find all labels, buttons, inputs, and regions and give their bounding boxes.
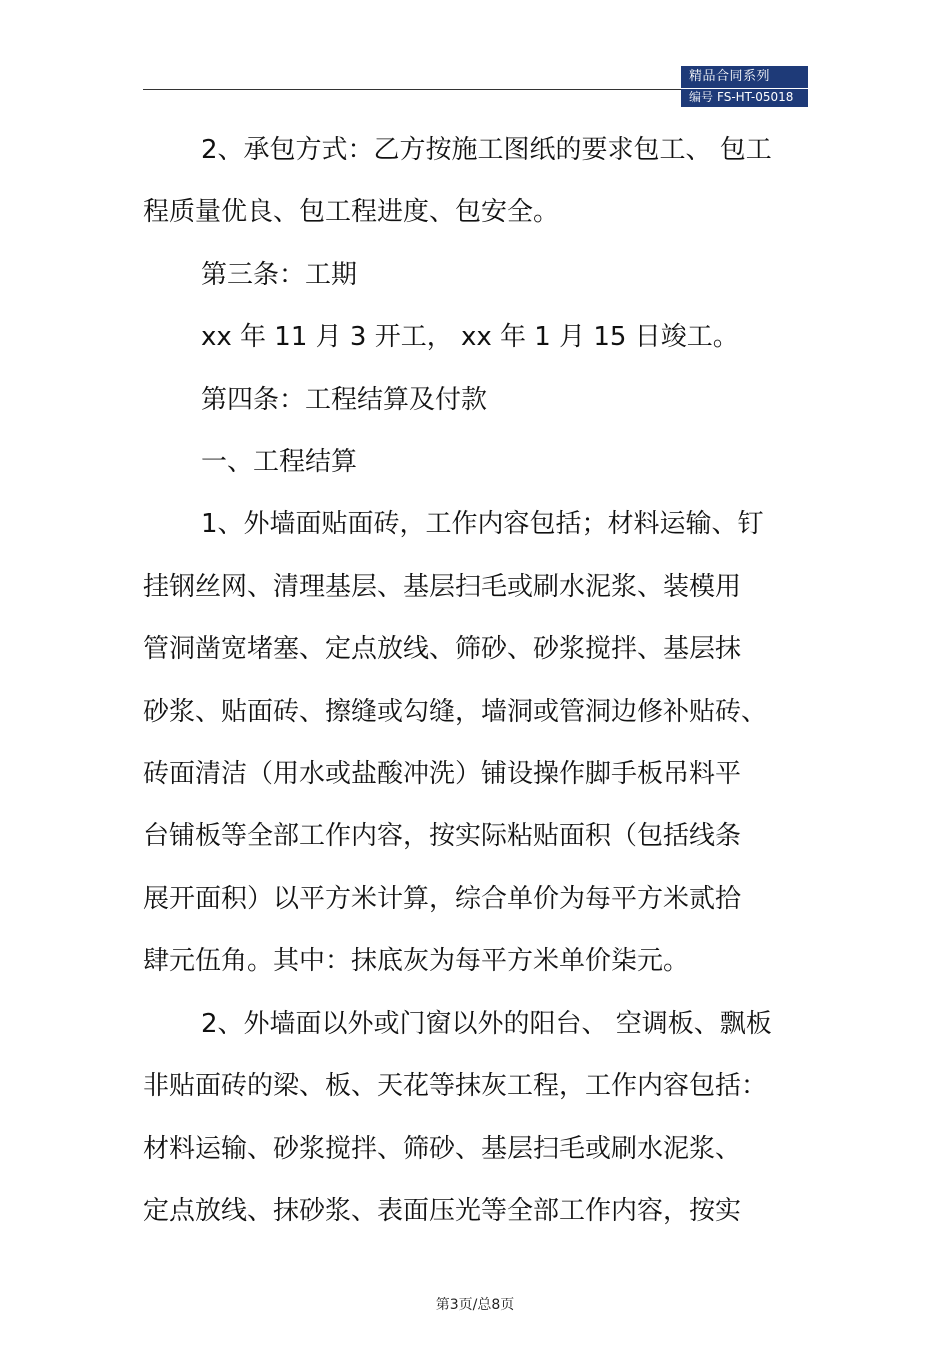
text-line: 程质量优良、包工程进度、包安全。 xyxy=(143,197,560,228)
subsection-heading: 一、工程结算 xyxy=(201,447,358,478)
text-line: 管洞凿宽堵塞、定点放线、筛砂、砂浆搅拌、基层抹 xyxy=(143,634,742,665)
text-line: 展开面积）以平方米计算，综合单价为每平方米贰拾 xyxy=(143,883,742,914)
code-label: 编号 xyxy=(689,90,714,104)
text-line: xx 年 11 月 3 开工， xx 年 1 月 15 日竣工。 xyxy=(201,322,739,353)
section-heading: 第三条：工期 xyxy=(201,259,358,290)
text-line: 1、外墙面贴面砖，工作内容包括；材料运输、钉 xyxy=(201,509,764,540)
series-label: 精品合同系列 xyxy=(689,69,771,84)
text-line: 砖面清洁（用水或盐酸冲洗）铺设操作脚手板吊料平 xyxy=(143,759,742,790)
text-line: 台铺板等全部工作内容，按实际粘贴面积（包括线条 xyxy=(143,821,742,852)
text-line: 砂浆、贴面砖、擦缝或勾缝，墙洞或管洞边修补贴砖、 xyxy=(143,696,768,727)
text-line: 定点放线、抹砂浆、表面压光等全部工作内容，按实 xyxy=(143,1195,742,1226)
series-badge xyxy=(681,66,808,107)
code-value: FS-HT-05018 xyxy=(717,90,794,104)
document-code xyxy=(689,91,793,103)
text-line: 材料运输、砂浆搅拌、筛砂、基层扫毛或刷水泥浆、 xyxy=(143,1133,742,1164)
badge-divider xyxy=(681,88,808,89)
page-number: 第3页/总8页 xyxy=(435,1297,515,1313)
text-line: 2、承包方式：乙方按施工图纸的要求包工、 包工 xyxy=(201,135,772,165)
document-body xyxy=(143,119,808,1242)
text-line: 2、外墙面以外或门窗以外的阳台、 空调板、飘板 xyxy=(201,1008,772,1039)
text-line: 挂钢丝网、清理基层、基层扫毛或刷水泥浆、装模用 xyxy=(143,571,742,602)
section-heading: 第四条：工程结算及付款 xyxy=(201,384,488,415)
text-line: 非贴面砖的梁、板、天花等抹灰工程，工作内容包括： xyxy=(143,1071,768,1102)
text-line: 肆元伍角。其中：抹底灰为每平方米单价柒元。 xyxy=(143,946,690,977)
